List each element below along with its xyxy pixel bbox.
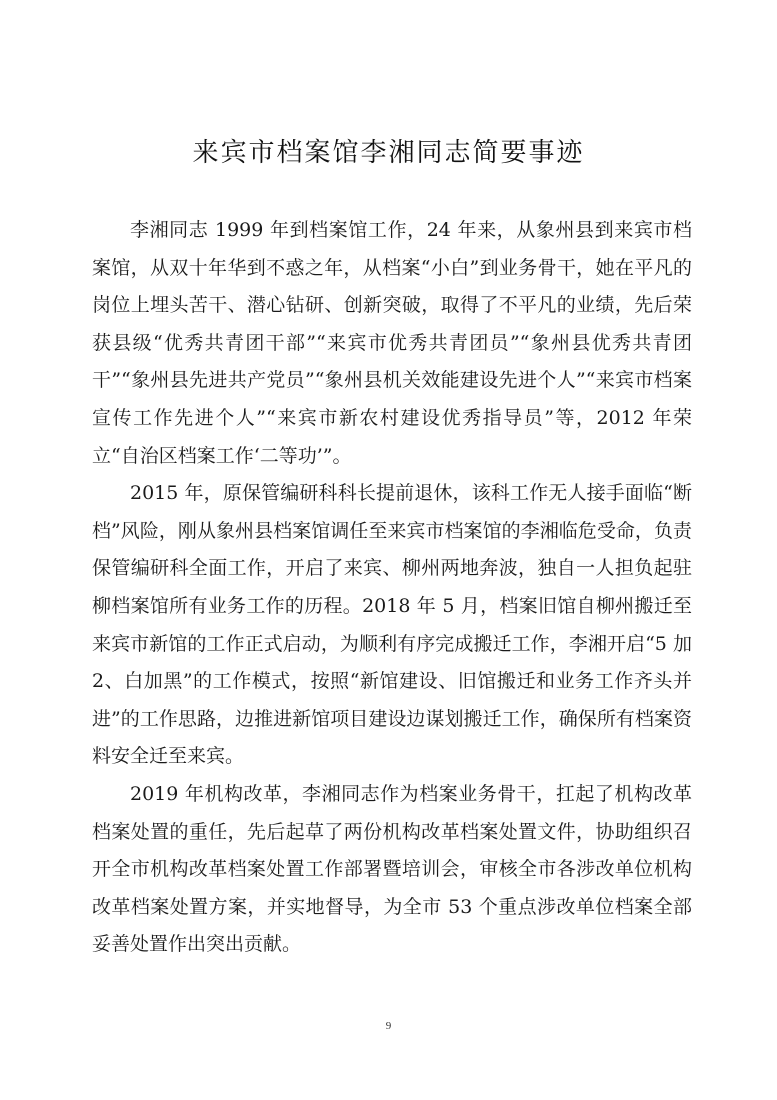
body-text bbox=[92, 212, 692, 964]
paragraph-1: 李湘同志 1999 年到档案馆工作，24 年来，从象州县到来宾市档案馆，从双十年华到不惑之年，从档案“小白”到业务骨干，她在平凡的岗位上埋头苦干、潜心钻研、创新突破，取得了不平凡的业绩，先后荣获县级“优秀共青团干部”“来宾市优秀共青团员”“象州县优秀共青团干”“象州县先进共产党员”“象州县机关效能建设先进个人”“来宾市档案宣传工作先进个人”“来宾市新农村建设优秀指导员”等，2012 年荣立“自治区档案工作‘二等功’”。 bbox=[92, 219, 692, 467]
page-title: 来宾市档案馆李湘同志简要事迹 bbox=[192, 138, 585, 168]
paragraph-3: 2019 年机构改革，李湘同志作为档案业务骨干，扛起了机构改革档案处置的重任，先后起草了两份机构改革档案处置文件，协助组织召开全市机构改革档案处置工作部署暨培训会，审核全市各涉改单位机构改革档案处置方案，并实地督导，为全市 53 个重点涉改单位档案全部妥善处置作出突出贡献。 bbox=[92, 782, 692, 956]
page-number: 9 bbox=[385, 1020, 392, 1032]
paragraph-2: 2015 年，原保管编研科科长提前退休，该科工作无人接手面临“断档”风险，刚从象州县档案馆调任至来宾市档案馆的李湘临危受命，负责保管编研科全面工作，开启了来宾、柳州两地奔波，独自一人担负起驻柳档案馆所有业务工作的历程。2018 年 5 月，档案旧馆自柳州搬迁至来宾市新馆的工作正式启动，为顺利有序完成搬迁工作，李湘开启“5 加 2、白加黑”的工作模式，按照“新馆建设、旧馆搬迁和业务工作齐头并进”的工作思路，边推进新馆项目建设边谋划搬迁工作，确保所有档案资料安全迁至来宾。 bbox=[92, 482, 692, 768]
